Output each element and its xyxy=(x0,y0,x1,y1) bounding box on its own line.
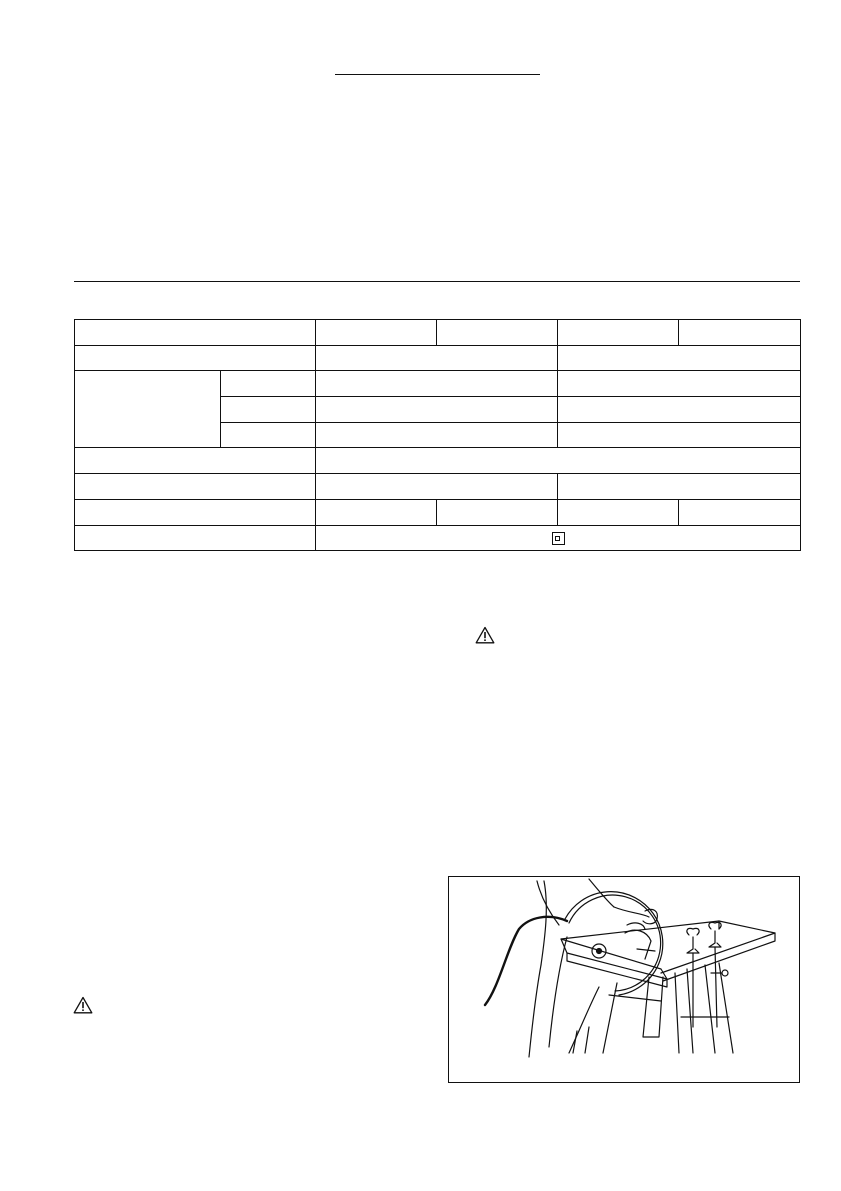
table-row xyxy=(75,345,801,371)
table-cell xyxy=(75,345,316,371)
table-cell xyxy=(316,448,801,474)
table-cell xyxy=(679,499,801,525)
table-cell xyxy=(316,525,801,551)
title-underline xyxy=(335,74,540,75)
table-row xyxy=(75,474,801,500)
section-divider xyxy=(74,281,800,282)
double-insulation-icon xyxy=(552,532,565,545)
table-row xyxy=(75,371,801,397)
table-cell xyxy=(316,422,558,448)
saw-illustration-frame xyxy=(448,876,800,1083)
table-cell xyxy=(679,320,801,346)
table-row xyxy=(75,448,801,474)
table-cell xyxy=(316,474,558,500)
table-cell xyxy=(316,371,558,397)
specifications-table xyxy=(74,319,801,551)
table-cell xyxy=(75,448,316,474)
table-row xyxy=(75,525,801,551)
warning-triangle-icon xyxy=(73,996,93,1014)
table-cell xyxy=(75,474,316,500)
table-cell xyxy=(558,422,801,448)
table-cell xyxy=(316,397,558,423)
table-cell xyxy=(316,345,558,371)
table-cell xyxy=(558,320,679,346)
table-cell xyxy=(558,345,801,371)
table-cell xyxy=(558,474,801,500)
table-row xyxy=(75,320,801,346)
table-row xyxy=(75,499,801,525)
table-cell xyxy=(221,371,316,397)
table-cell xyxy=(316,499,437,525)
warning-triangle-icon xyxy=(475,626,495,644)
table-cell xyxy=(75,371,221,448)
table-cell xyxy=(437,499,558,525)
table-cell xyxy=(316,320,437,346)
table-cell xyxy=(221,397,316,423)
table-cell xyxy=(75,525,316,551)
table-cell xyxy=(221,422,316,448)
table-cell xyxy=(558,371,801,397)
table-cell xyxy=(75,320,316,346)
table-cell xyxy=(558,397,801,423)
table-cell xyxy=(558,499,679,525)
circular-saw-illustration xyxy=(449,877,801,1084)
table-cell xyxy=(75,499,316,525)
table-cell xyxy=(437,320,558,346)
